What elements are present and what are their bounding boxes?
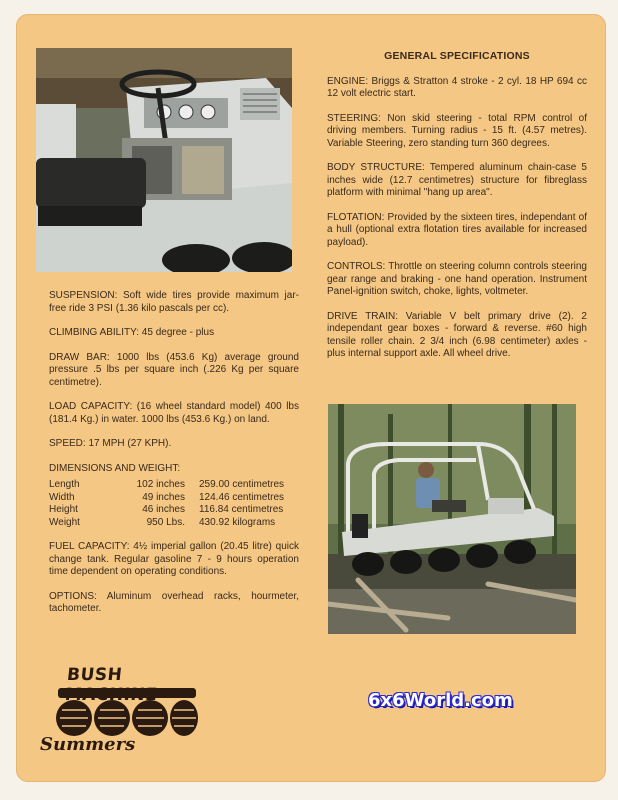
dim-metric: 116.84 centimetres: [199, 504, 284, 515]
dimensions-table: [49, 479, 284, 529]
flotation-spec: FLOTATION: Provided by the sixteen tires, independant of a hull (optional extra flotation tires available for increased payload).: [327, 211, 587, 248]
brochure-page: [16, 14, 606, 782]
steering-spec: STEERING: Non skid steering - total RPM control of driving members. Turning radius - 15 ft. (4.57 metres). Variable Steering, zero standing turn 360 degrees.: [327, 112, 587, 149]
options-spec: OPTIONS: Aluminum overhead racks, hourmeter, tachometer.: [49, 590, 299, 614]
left-specs-column: [49, 290, 299, 628]
dimensions-heading: DIMENSIONS AND WEIGHT:: [49, 462, 181, 474]
draw-bar-spec: DRAW BAR: 1000 lbs (453.6 Kg) average ground pressure .5 lbs per square inch (.226 Kg per square centimetre).: [49, 351, 299, 388]
dim-name: Height: [49, 504, 78, 515]
table-row: [49, 479, 284, 492]
dim-imperial: 46 inches: [142, 504, 185, 515]
logo-tires-icon: [52, 686, 202, 738]
drive-train-spec: DRIVE TRAIN: Variable V belt primary drive (2). 2 independant gear boxes - forward & reverse. #60 high tensile roller chain. 2 3/4 inch (6.98 centimeter) axles - plus internal support axle. All wheel drive.: [327, 310, 587, 359]
engine-spec: ENGINE: Briggs & Stratton 4 stroke - 2 cyl. 18 HP 694 cc 12 volt electric start.: [327, 75, 587, 99]
table-row: [49, 517, 284, 530]
load-capacity-spec: LOAD CAPACITY: (16 wheel standard model) 400 lbs (181.4 Kg.) in water. 1000 lbs (453.6 Kg.) on land.: [49, 401, 299, 425]
controls-spec: CONTROLS: Throttle on steering column controls steering gear range and braking - one hand operation. Instrument Panel-ignition switch, choke, lights, voltmeter.: [327, 261, 587, 297]
body-structure-spec: BODY STRUCTURE: Tempered aluminum chain-case 5 inches wide (12.7 centimetres) structure for fibreglass platform with minimal "hang up area".: [327, 162, 587, 198]
right-specs-column: [327, 50, 587, 373]
dim-imperial: 102 inches: [136, 479, 185, 490]
dim-imperial: 950 Lbs.: [146, 516, 185, 528]
dim-metric: 430.92 kilograms: [199, 516, 276, 528]
dim-name: Width: [49, 491, 75, 503]
logo-title: BUSH: [66, 665, 124, 685]
vehicle-in-swamp-photo: [328, 404, 576, 634]
climbing-ability-spec: CLIMBING ABILITY: 45 degree - plus: [49, 327, 215, 338]
table-row: [49, 492, 284, 505]
suspension-spec: SUSPENSION: Soft wide tires provide maximum jar-free ride 3 PSI (1.36 kilo pascals per cc).: [49, 290, 299, 314]
dim-name: Weight: [49, 516, 80, 528]
dim-metric: 124.46 centimetres: [199, 491, 285, 503]
dim-name: Length: [49, 479, 80, 490]
table-row: [49, 504, 284, 517]
site-watermark: 6x6World.com: [368, 690, 513, 711]
bush-machine-logo: [38, 662, 208, 762]
speed-spec: SPEED: 17 MPH (27 KPH).: [49, 438, 172, 449]
dim-metric: 259.00 centimetres: [199, 479, 285, 490]
general-specifications-heading: GENERAL SPECIFICATIONS: [384, 50, 530, 62]
vehicle-cockpit-photo: [36, 48, 292, 272]
dim-imperial: 49 inches: [142, 491, 185, 503]
fuel-capacity-spec: FUEL CAPACITY: 4½ imperial gallon (20.45 litre) quick change tank. Regular gasoline 7 - 9 hours operation time dependent on operating conditions.: [49, 541, 299, 577]
logo-subtitle: Summers: [40, 734, 136, 755]
